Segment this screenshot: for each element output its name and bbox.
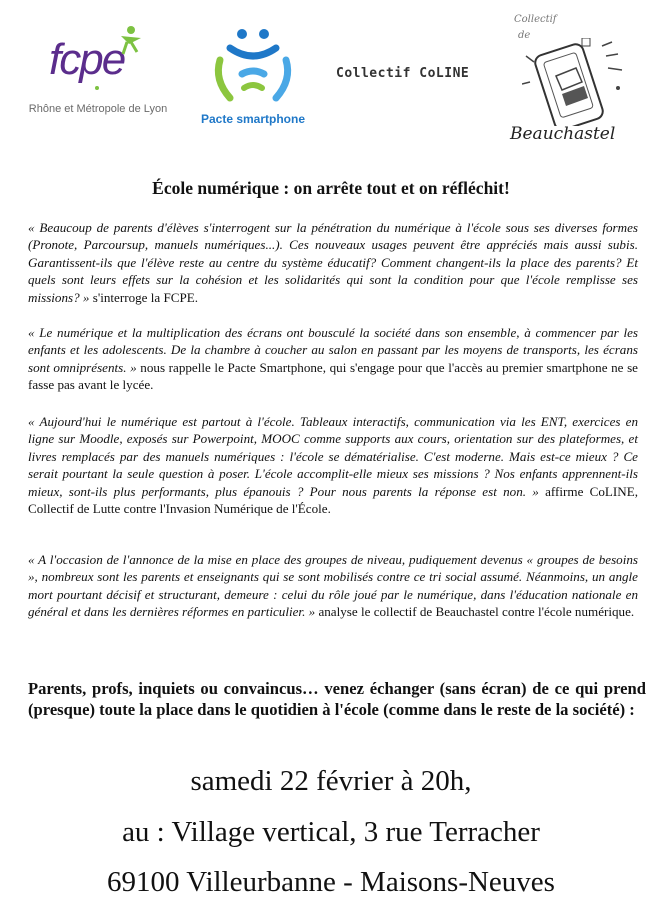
- fcpe-subtitle: Rhône et Métropole de Lyon: [28, 103, 168, 115]
- event-city: 69100 Villeurbanne - Maisons-Neuves: [107, 866, 555, 898]
- paragraph-attribution: affirme CoLINE, Collectif de Lutte contre l'Invasion Numérique de l'École.: [28, 483, 638, 517]
- header-logos: [0, 0, 662, 160]
- paragraph-quote: « Beaucoup de parents d'élèves s'interrogent sur la pénétration du numérique à l'école sous ses diverses formes (Pronote, Parcoursup, manuels numériques...). Ces nouveaux usages peuvent être appréciés mais aussi subis. Garantissent-ils que l'élève reste au centre du système éducatif? Comment changent-ils la place des parents? Et quels sont leurs effets sur la cohésion et les solidarités qui sont la condition pour que l'école remplisse ses missions? »: [28, 220, 638, 305]
- pacte-smartphone-logo: [182, 26, 324, 141]
- paragraph-attribution: s'interroge la FCPE.: [89, 289, 199, 305]
- paragraph-fcpe: [28, 219, 638, 306]
- beauchastel-line-2: de: [518, 30, 531, 41]
- paragraph-pacte-smartphone: [28, 324, 638, 394]
- paragraph-beauchastel: [28, 551, 638, 621]
- beauchastel-line-3: Beauchastel: [510, 124, 616, 144]
- pacte-smartphone-name: Pacte smartphone: [200, 112, 306, 126]
- document-title: École numérique : on arrête tout et on réfléchit!: [152, 178, 510, 198]
- beauchastel-logo: [508, 8, 638, 148]
- paragraph-quote: « Le numérique et la multiplication des écrans ont bousculé la société dans son ensemble, à commencer par les enfants et les adolescents. De la chambre à coucher au salon en passant par les moyens de transports, les écrans sont omniprésents. »: [28, 325, 638, 375]
- beauchastel-line-1: Collectif: [514, 14, 557, 25]
- event-address: au : Village vertical, 3 rue Terracher: [122, 816, 540, 848]
- pacte-smartphone-icon: [208, 26, 298, 106]
- paragraph-attribution: nous rappelle le Pacte Smartphone, qui s'engage pour que l'accès au premier smartphone ne se fasse pas avant le lycée.: [28, 359, 638, 393]
- paragraph-quote: « Aujourd'hui le numérique est partout à l'école. Tableaux interactifs, communication via les ENT, exercices en ligne sur Moodle, exposés sur Powerpoint, MOOC comme supports aux cours, orientation sur des plateformes, et livres remplacés par des manuels numériques : l'école se dématérialise. C'est moderne. Mais est-ce mieux ? Ce serait pourtant la seule question à poser. L'école accomplit-elle mieux ses missions ? Nos enfants apprennent-ils mieux, sont-ils plus performants, plus épanouis ? Pour nous parents la réponse est non. »: [28, 414, 638, 499]
- fcpe-logo-wordmark: fcpe: [49, 35, 125, 84]
- paragraph-coline: [28, 413, 638, 517]
- paragraph-attribution: analyse le collectif de Beauchastel contre l'école numérique.: [315, 604, 635, 620]
- paragraph-quote: « A l'occasion de l'annonce de la mise en place des groupes de niveau, pudiquement devenus « groupes de besoins », nombreux sont les parents et enseignants qui se sont mobilisés contre ce tri social assumé. Néanmoins, un angle mort pourtant décisif et structurant, demeure : celui du rôle joué par le numérique, dans l'éducation nationale en général et dans les dernières réformes en particulier. »: [28, 552, 638, 620]
- fcpe-logo-mark: [43, 22, 153, 94]
- fcpe-logo: [28, 22, 168, 147]
- event-date: samedi 22 février à 20h,: [190, 765, 472, 797]
- coline-logo: Collectif CoLINE: [336, 66, 470, 81]
- smartphone-sketch-icon: [522, 38, 632, 126]
- call-to-action: Parents, profs, inquiets ou convaincus… venez échanger (sans écran) de ce qui prend (presque) toute la place dans le quotidien à l'école (comme dans le reste de la société) :: [28, 679, 646, 719]
